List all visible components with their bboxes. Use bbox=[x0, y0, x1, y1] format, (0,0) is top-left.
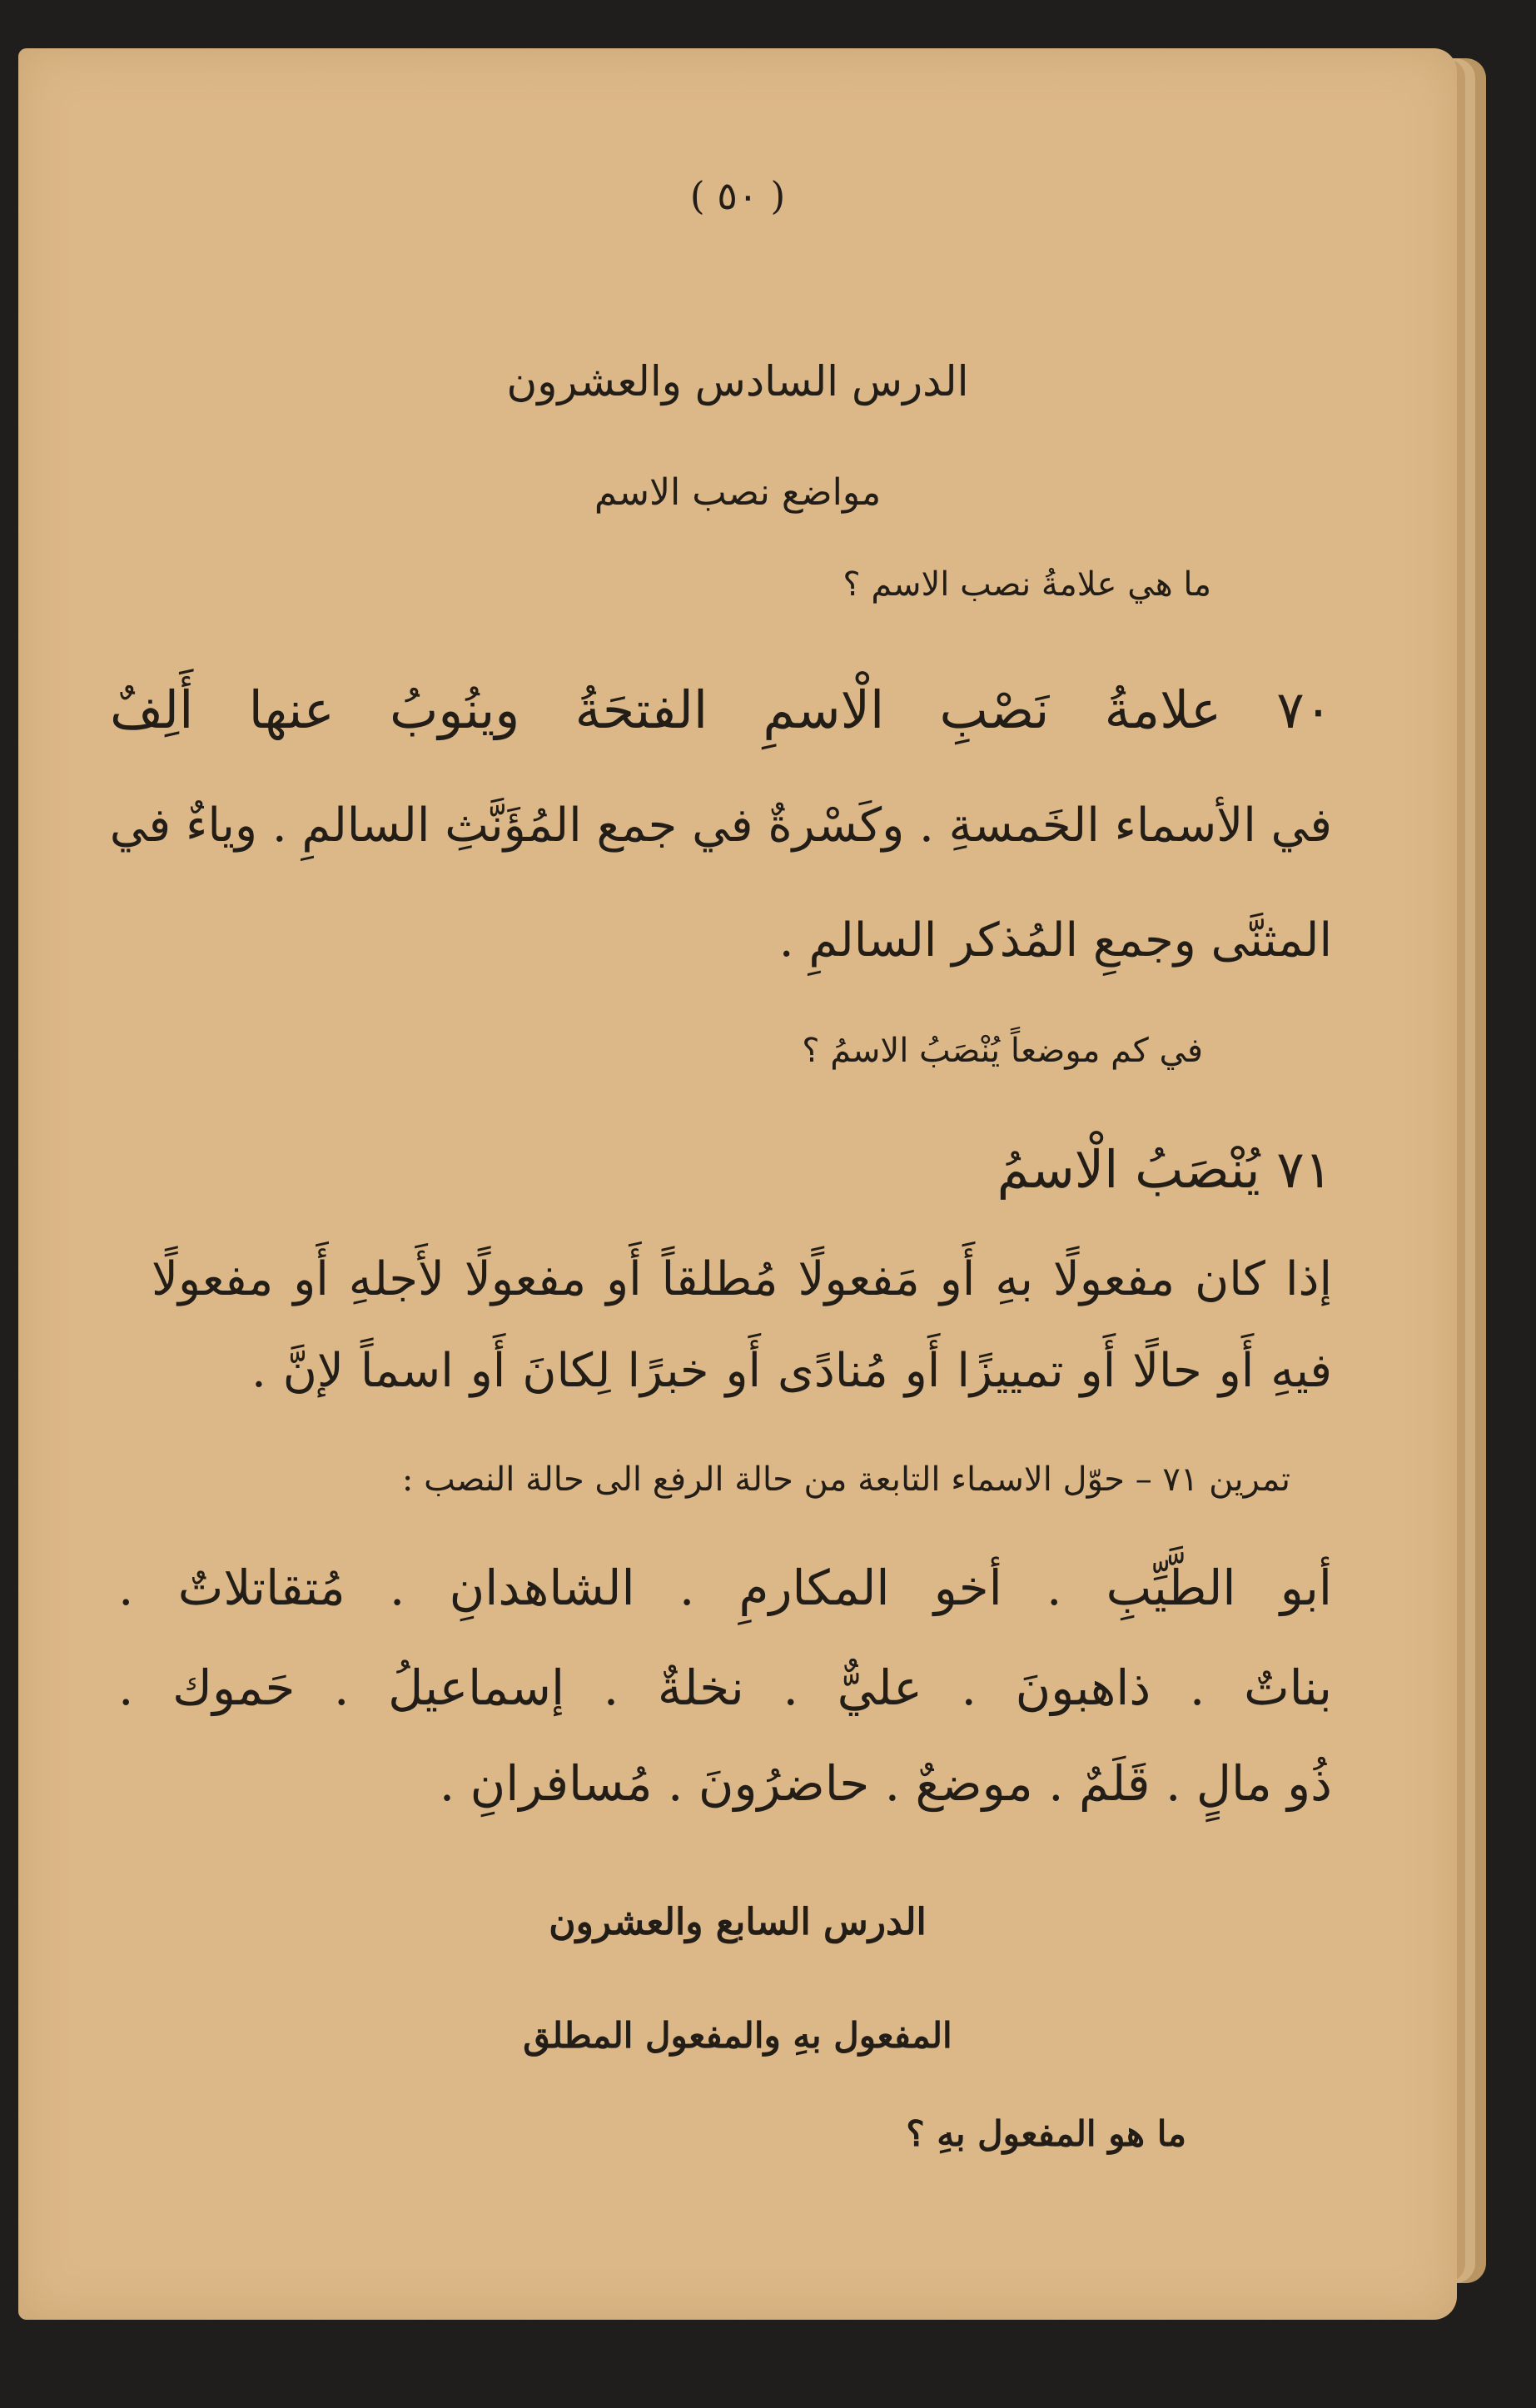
lesson-27-subtitle: المفعول بهِ والمفعول المطلق bbox=[523, 2015, 952, 2056]
page-content bbox=[18, 48, 1457, 2320]
exercise-71-line-1: أبو الطَّيِّبِ . أخو المكارمِ . الشاهدانِ . مُتقاتلاتٌ . bbox=[118, 1560, 1332, 1616]
question-nasb-sign: ما هي علامةُ نصب الاسم ؟ bbox=[843, 565, 1211, 604]
question-nasb-positions: في كم موضعاً يُنْصَبُ الاسمُ ؟ bbox=[802, 1032, 1203, 1070]
lesson-26-subtitle: مواضع نصب الاسم bbox=[594, 471, 882, 514]
rule-71-heading: ٧١ يُنْصَبُ الْاسمُ bbox=[997, 1139, 1332, 1200]
rule-70-line-2: في الأسماء الخَمسةِ . وكَسْرةٌ في جمع المُؤَنَّثِ السالمِ . وياءٌ في bbox=[109, 799, 1332, 853]
lesson-27-question: ما هو المفعول بهِ ؟ bbox=[906, 2113, 1186, 2154]
lesson-27-title: الدرس السابع والعشرون bbox=[549, 1901, 927, 1943]
book-page bbox=[18, 48, 1457, 2320]
page-number: ( ٥٠ ) bbox=[689, 173, 786, 218]
rule-70-line-3: المثنَّى وجمعِ المُذكر السالمِ . bbox=[778, 913, 1332, 968]
exercise-71-title: تمرين ٧١ – حوّل الاسماء التابعة من حالة الرفع الى حالة النصب : bbox=[401, 1460, 1290, 1499]
rule-71-line-1: إذا كان مفعولًا بهِ أَو مَفعولًا مُطلقاً أَو مفعولًا لأَجلهِ أَو مفعولًا bbox=[152, 1252, 1332, 1306]
lesson-26-title: الدرس السادس والعشرون bbox=[506, 357, 969, 405]
rule-71-line-2: فيهِ أَو حالًا أَو تمييزًا أَو مُنادًى أَو خبرًا لِكانَ أَو اسماً لإنَّ . bbox=[251, 1344, 1332, 1398]
exercise-71-line-3: ذُو مالٍ . قَلَمٌ . موضعٌ . حاضرُونَ . مُسافرانِ . bbox=[439, 1755, 1332, 1812]
exercise-71-line-2: بناتٌ . ذاهبونَ . عليٌّ . نخلةٌ . إسماعيلُ . حَموك . bbox=[118, 1659, 1332, 1716]
rule-70-line-1: ٧٠ علامةُ نَصْبِ الْاسمِ الفتحَةُ وينُوبُ عنها أَلِفٌ bbox=[110, 679, 1332, 740]
